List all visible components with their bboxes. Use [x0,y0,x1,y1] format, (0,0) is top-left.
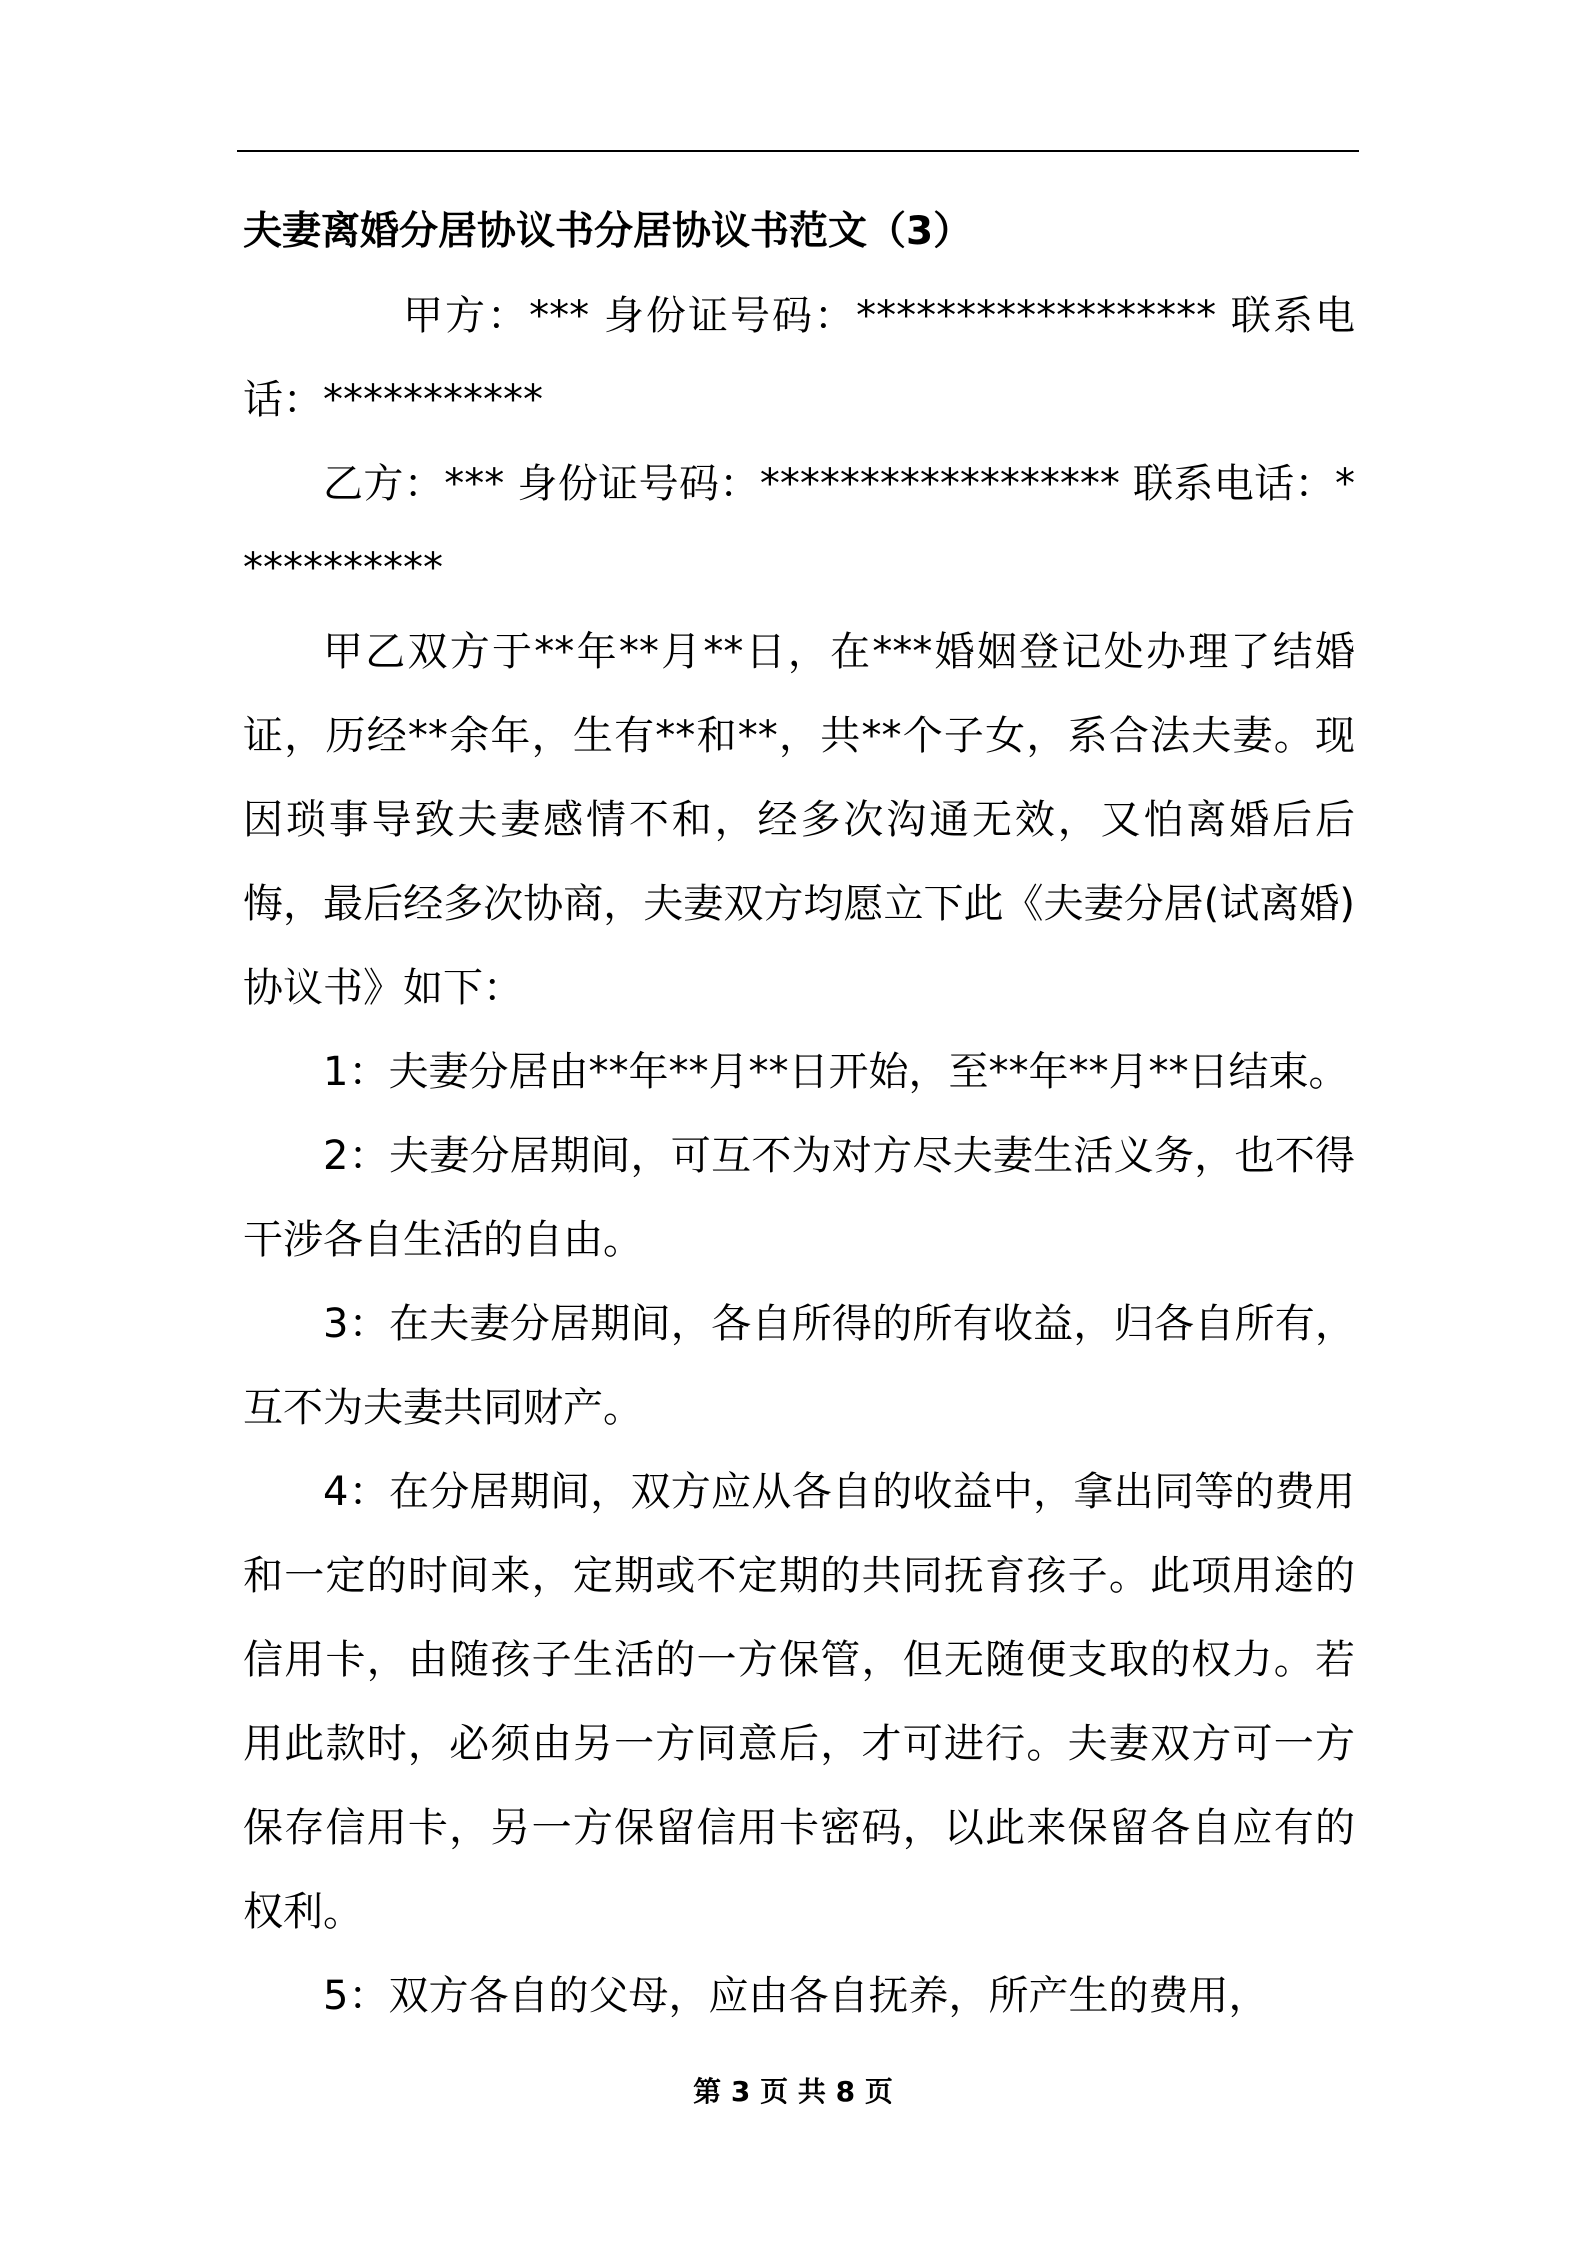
document-title: 夫妻离婚分居协议书分居协议书范文（3） [243,209,973,254]
party-b-info: 乙方：*** 身份证号码：****************** 联系电话：*********** [243,461,1355,591]
page-number: 第 3 页 共 8 页 [693,2075,893,2108]
party-a-info: 甲方：*** 身份证号码：****************** 联系电话：*********** [243,293,1355,423]
document-body [243,190,1355,2038]
clause-2: 2：夫妻分居期间，可互不为对方尽夫妻生活义务，也不得干涉各自生活的自由。 [243,1133,1355,1263]
clause-3: 3：在夫妻分居期间，各自所得的所有收益，归各自所有，互不为夫妻共同财产。 [243,1301,1355,1431]
clause-4: 4：在分居期间，双方应从各自的收益中，拿出同等的费用和一定的时间来，定期或不定期的共同抚育孩子。此项用途的信用卡，由随孩子生活的一方保管，但无随便支取的权力。若用此款时，必须由另一方同意后，才可进行。夫妻双方可一方保存信用卡，另一方保留信用卡密码，以此来保留各自应有的权利。 [243,1469,1355,1935]
preamble-paragraph: 甲乙双方于**年**月**日，在***婚姻登记处办理了结婚证，历经**余年，生有**和**，共**个子女，系合法夫妻。现因琐事导致夫妻感情不和，经多次沟通无效，又怕离婚后后悔，最后经多次协商，夫妻双方均愿立下此《夫妻分居(试离婚)协议书》如下： [243,629,1355,1011]
clause-5: 5：双方各自的父母，应由各自抚养，所产生的费用， [323,1973,1269,2019]
clause-1: 1：夫妻分居由**年**月**日开始，至**年**月**日结束。 [323,1049,1349,1095]
header-rule [237,150,1359,152]
